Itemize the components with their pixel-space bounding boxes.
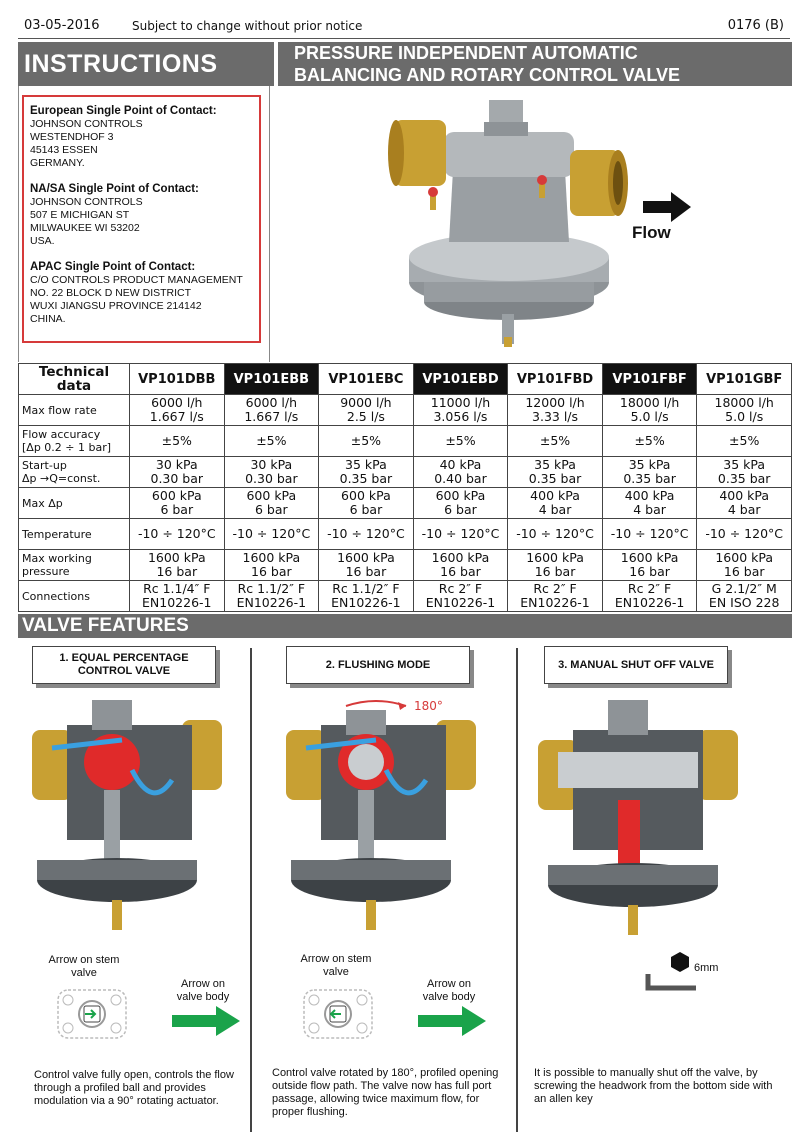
green-arrow-icon	[418, 1006, 486, 1036]
corner-text: Technical	[38, 364, 110, 380]
cell-line: EN10226-1	[614, 595, 685, 610]
cell-line: Rc 1.1/4″ F	[143, 581, 211, 596]
cell-line: EN10226-1	[520, 595, 590, 610]
cell-line: 3.056 l/s	[433, 409, 488, 424]
row-label-line: Temperature	[22, 527, 92, 541]
table-cell	[319, 395, 414, 426]
cell-line: 6 bar	[444, 502, 477, 517]
model-column-header: VP101EBC	[319, 364, 414, 395]
cutaway-valve-2-image	[286, 700, 476, 950]
table-row	[19, 519, 792, 550]
cell-line: 1.667 l/s	[244, 409, 299, 424]
cell-line: Rc 2″ F	[533, 581, 577, 596]
rotation-label: 180°	[414, 699, 443, 713]
model-column-header: VP101EBD	[413, 364, 508, 395]
cell-line: 16 bar	[723, 564, 765, 579]
doc-code: 0176 (B)	[727, 18, 784, 33]
valve-top-view-icon	[44, 986, 140, 1042]
contact-line: 507 E MICHIGAN ST	[30, 209, 130, 221]
cell-line: ±5%	[539, 433, 571, 448]
table-row	[19, 426, 792, 457]
cell-line: 12000 l/h	[525, 395, 585, 410]
feature-2-description: Control valve rotated by 180°, profiled opening outside flow path. The valve now has full port passage, allowing twice maximum flow, for proper flushing.	[272, 1067, 499, 1118]
cell-line: EN10226-1	[331, 595, 401, 610]
row-label	[19, 395, 130, 426]
table-header-row	[19, 364, 792, 395]
row-label	[19, 550, 130, 581]
cell-line: EN ISO 228	[708, 595, 780, 610]
table-cell	[413, 581, 508, 612]
contact-line: MILWAUKEE WI 53202	[30, 222, 140, 234]
feature-1-title: 1. EQUAL PERCENTAGE CONTROL VALVE	[32, 646, 216, 684]
contact-section	[30, 183, 253, 248]
cell-line: ±5%	[729, 433, 760, 448]
cell-line: 600 kPa	[341, 488, 391, 503]
cell-line: 16 bar	[156, 564, 198, 579]
table-cell	[224, 519, 319, 550]
cell-line: 6000 l/h	[245, 395, 298, 410]
cell-line: EN10226-1	[425, 595, 496, 610]
cell-line: -10 ÷ 120°C	[705, 526, 784, 541]
cell-line: 6000 l/h	[151, 395, 203, 410]
contact-line: GERMANY.	[30, 157, 85, 169]
table-cell	[413, 457, 508, 488]
table-cell	[697, 581, 792, 612]
cell-line: 4 bar	[727, 502, 761, 517]
cell-line: -10 ÷ 120°C	[137, 526, 216, 541]
table-cell	[697, 395, 792, 426]
row-label-line: Start-up	[22, 459, 67, 472]
cell-line: 35 kPa	[628, 457, 671, 472]
cell-line: -10 ÷ 120°C	[421, 526, 500, 541]
cell-line: 35 kPa	[723, 457, 766, 472]
header-rule	[18, 38, 790, 39]
cell-line: 3.33 l/s	[532, 409, 579, 424]
arrow-on-stem-label: Arrow on stem valve	[300, 953, 372, 978]
cell-line: ±5%	[350, 433, 382, 448]
cell-line: EN10226-1	[142, 595, 212, 610]
table-cell	[224, 488, 319, 519]
table-cell	[130, 550, 225, 581]
row-label-line: Flow accuracy	[22, 428, 101, 441]
cell-line: 4 bar	[633, 502, 666, 517]
contact-line: C/O CONTROLS PRODUCT MANAGEMENT	[30, 274, 243, 286]
cell-line: 0.35 bar	[339, 471, 393, 486]
title-bar	[18, 42, 792, 86]
column-divider	[250, 648, 252, 1132]
table-cell	[508, 550, 603, 581]
contact-line: WESTENDHOF 3	[30, 131, 114, 143]
contact-section	[30, 105, 253, 170]
cell-line: 6 bar	[255, 502, 288, 517]
cell-line: Rc 1.1/2″ F	[332, 581, 400, 596]
cell-line: 18000 l/h	[619, 395, 680, 410]
model-column-header: VP101GBF	[697, 364, 792, 395]
flow-label: Flow	[632, 223, 671, 242]
cell-line: 5.0 l/s	[630, 409, 669, 424]
table-corner-label	[19, 364, 130, 395]
table-cell	[130, 581, 225, 612]
allen-size-label: 6mm	[694, 962, 719, 974]
contact-section	[30, 261, 253, 326]
row-label	[19, 519, 130, 550]
cell-line: 1600 kPa	[431, 550, 490, 565]
table-cell	[319, 581, 414, 612]
valve-product-image	[384, 92, 634, 350]
cell-line: 16 bar	[534, 564, 576, 579]
cell-line: 600 kPa	[435, 488, 486, 503]
cell-line: -10 ÷ 120°C	[232, 526, 311, 541]
table-cell	[224, 395, 319, 426]
change-notice: Subject to change without prior notice	[132, 19, 363, 33]
table-cell	[697, 519, 792, 550]
cell-line: 16 bar	[440, 564, 481, 579]
arrow-on-body-label: Arrow on valve body	[176, 978, 230, 1003]
cell-line: 30 kPa	[155, 457, 198, 472]
cell-line: 18000 l/h	[714, 395, 774, 410]
cell-line: 400 kPa	[719, 488, 770, 503]
row-label	[19, 426, 130, 457]
table-cell	[602, 426, 697, 457]
table-cell	[602, 550, 697, 581]
cell-line: 600 kPa	[246, 488, 297, 503]
table-cell	[224, 550, 319, 581]
table-cell	[413, 426, 508, 457]
contact-line: USA.	[30, 235, 55, 247]
contact-box	[22, 95, 261, 343]
cell-line: -10 ÷ 120°C	[327, 526, 405, 541]
cell-line: 16 bar	[251, 564, 292, 579]
table-row	[19, 395, 792, 426]
cell-line: Rc 1.1/2″ F	[237, 581, 306, 596]
allen-key-icon	[630, 950, 700, 994]
doc-date: 03-05-2016	[24, 18, 100, 33]
table-cell	[697, 488, 792, 519]
cell-line: 1.667 l/s	[149, 409, 204, 424]
product-title	[294, 42, 680, 86]
table-cell	[508, 519, 603, 550]
row-label-line: pressure	[22, 565, 70, 578]
cell-line: 0.30 bar	[245, 471, 298, 486]
cell-line: G 2.1/2″ M	[711, 581, 777, 596]
table-cell	[130, 395, 225, 426]
table-row	[19, 488, 792, 519]
table-cell	[602, 581, 697, 612]
table-cell	[130, 519, 225, 550]
cell-line: 2.5 l/s	[346, 409, 385, 424]
column-divider	[516, 648, 518, 1132]
cell-line: 1600 kPa	[526, 550, 584, 565]
table-cell	[697, 426, 792, 457]
cell-line: 40 kPa	[439, 457, 482, 472]
cell-line: 1600 kPa	[620, 550, 679, 565]
contact-line: JOHNSON CONTROLS	[30, 196, 143, 208]
table-cell	[319, 457, 414, 488]
flow-arrow-icon	[643, 192, 691, 222]
table-cell	[319, 426, 414, 457]
arrow-on-body-label: Arrow on valve body	[422, 978, 476, 1003]
table-cell	[413, 550, 508, 581]
cell-line: 16 bar	[345, 564, 387, 579]
cell-line: EN10226-1	[236, 595, 307, 610]
table-cell	[224, 581, 319, 612]
feature-3-description: It is possible to manually shut off the valve, by screwing the headwork from the bottom side with an allen key	[534, 1067, 773, 1105]
table-cell	[602, 457, 697, 488]
contact-heading: European Single Point of Contact:	[30, 105, 217, 117]
cell-line: 1600 kPa	[337, 550, 395, 565]
table-cell	[697, 550, 792, 581]
cell-line: 35 kPa	[534, 457, 576, 472]
cell-line: 400 kPa	[624, 488, 675, 503]
arrow-on-stem-label: Arrow on stem valve	[48, 954, 120, 979]
table-cell	[130, 488, 225, 519]
row-label	[19, 581, 130, 612]
green-arrow-icon	[172, 1006, 240, 1036]
cell-line: 1600 kPa	[242, 550, 301, 565]
valve-top-view-icon	[290, 986, 386, 1042]
top-line	[24, 18, 784, 36]
table-cell	[508, 395, 603, 426]
cell-line: -10 ÷ 120°C	[610, 526, 689, 541]
table-cell	[508, 426, 603, 457]
table-cell	[602, 488, 697, 519]
table-cell	[413, 488, 508, 519]
cell-line: 0.35 bar	[623, 471, 676, 486]
contact-heading: APAC Single Point of Contact:	[30, 261, 196, 273]
table-cell	[130, 457, 225, 488]
cell-line: 600 kPa	[151, 488, 202, 503]
table-cell	[224, 457, 319, 488]
table-cell	[319, 488, 414, 519]
row-label-line: Connections	[22, 589, 90, 603]
cell-line: Rc 2″ F	[627, 581, 672, 596]
contact-heading: NA/SA Single Point of Contact:	[30, 183, 199, 195]
table-row	[19, 550, 792, 581]
contact-line: NO. 22 BLOCK D NEW DISTRICT	[30, 287, 192, 299]
technical-data-table	[18, 363, 792, 612]
cell-line: 6 bar	[349, 502, 383, 517]
table-cell	[602, 519, 697, 550]
contact-line: CHINA.	[30, 313, 66, 325]
row-label-line: Max flow rate	[22, 403, 97, 417]
model-column-header: VP101DBB	[130, 364, 225, 395]
feature-3-title: 3. MANUAL SHUT OFF VALVE	[544, 646, 728, 684]
cell-line: -10 ÷ 120°C	[516, 526, 594, 541]
contact-line: WUXI JIANGSU PROVINCE 214142	[30, 300, 202, 312]
table-cell	[319, 519, 414, 550]
section-title: INSTRUCTIONS	[24, 49, 218, 78]
contact-line: 45143 ESSEN	[30, 144, 98, 156]
table-cell	[130, 426, 225, 457]
cell-line: 16 bar	[629, 564, 670, 579]
cell-line: 400 kPa	[530, 488, 580, 503]
row-label	[19, 488, 130, 519]
feature-2-title: 2. FLUSHING MODE	[286, 646, 470, 684]
cell-line: 35 kPa	[345, 457, 387, 472]
cell-line: ±5%	[256, 433, 287, 448]
cell-line: ±5%	[445, 433, 476, 448]
row-label	[19, 457, 130, 488]
cell-line: 0.35 bar	[717, 471, 771, 486]
cell-line: 0.30 bar	[150, 471, 204, 486]
cell-line: 1600 kPa	[715, 550, 774, 565]
cell-line: Rc 2″ F	[438, 581, 483, 596]
table-cell	[508, 581, 603, 612]
cutaway-valve-3-image	[538, 700, 738, 950]
product-title-line1: PRESSURE INDEPENDENT AUTOMATIC	[294, 43, 638, 63]
cell-line: 4 bar	[538, 502, 572, 517]
cell-line: 30 kPa	[250, 457, 293, 472]
row-label-line: Δp →Q=const.	[22, 472, 101, 485]
cell-line: 0.35 bar	[528, 471, 582, 486]
title-separator	[274, 42, 278, 86]
table-cell	[413, 395, 508, 426]
cell-line: 5.0 l/s	[725, 409, 764, 424]
table-cell	[697, 457, 792, 488]
cutaway-valve-1-image	[32, 700, 222, 950]
feature-1-description: Control valve fully open, controls the flow through a profiled ball and provides modulation via a 90° rotating actuator.	[34, 1069, 234, 1107]
valve-features-title: VALVE FEATURES	[18, 614, 792, 638]
row-label-line: Max Δp	[22, 496, 63, 510]
model-column-header: VP101FBF	[602, 364, 697, 395]
cell-line: 6 bar	[160, 502, 194, 517]
cell-line: 0.40 bar	[434, 471, 487, 486]
table-row	[19, 581, 792, 612]
table-cell	[413, 519, 508, 550]
table-cell	[508, 488, 603, 519]
table-cell	[602, 395, 697, 426]
cell-line: ±5%	[161, 433, 192, 448]
corner-text: data	[56, 378, 92, 394]
cell-line: 1600 kPa	[147, 550, 206, 565]
model-column-header: VP101FBD	[508, 364, 603, 395]
row-label-line: [Δp 0.2 ÷ 1 bar]	[22, 441, 112, 454]
cell-line: 11000 l/h	[430, 395, 491, 410]
table-cell	[508, 457, 603, 488]
row-label-line: Max working	[22, 552, 92, 565]
cell-line: 9000 l/h	[340, 395, 392, 410]
table-cell	[319, 550, 414, 581]
cell-line: ±5%	[634, 433, 665, 448]
contact-line: JOHNSON CONTROLS	[30, 118, 143, 130]
table-cell	[224, 426, 319, 457]
model-column-header: VP101EBB	[224, 364, 319, 395]
product-title-line2: BALANCING AND ROTARY CONTROL VALVE	[294, 65, 680, 85]
table-row	[19, 457, 792, 488]
